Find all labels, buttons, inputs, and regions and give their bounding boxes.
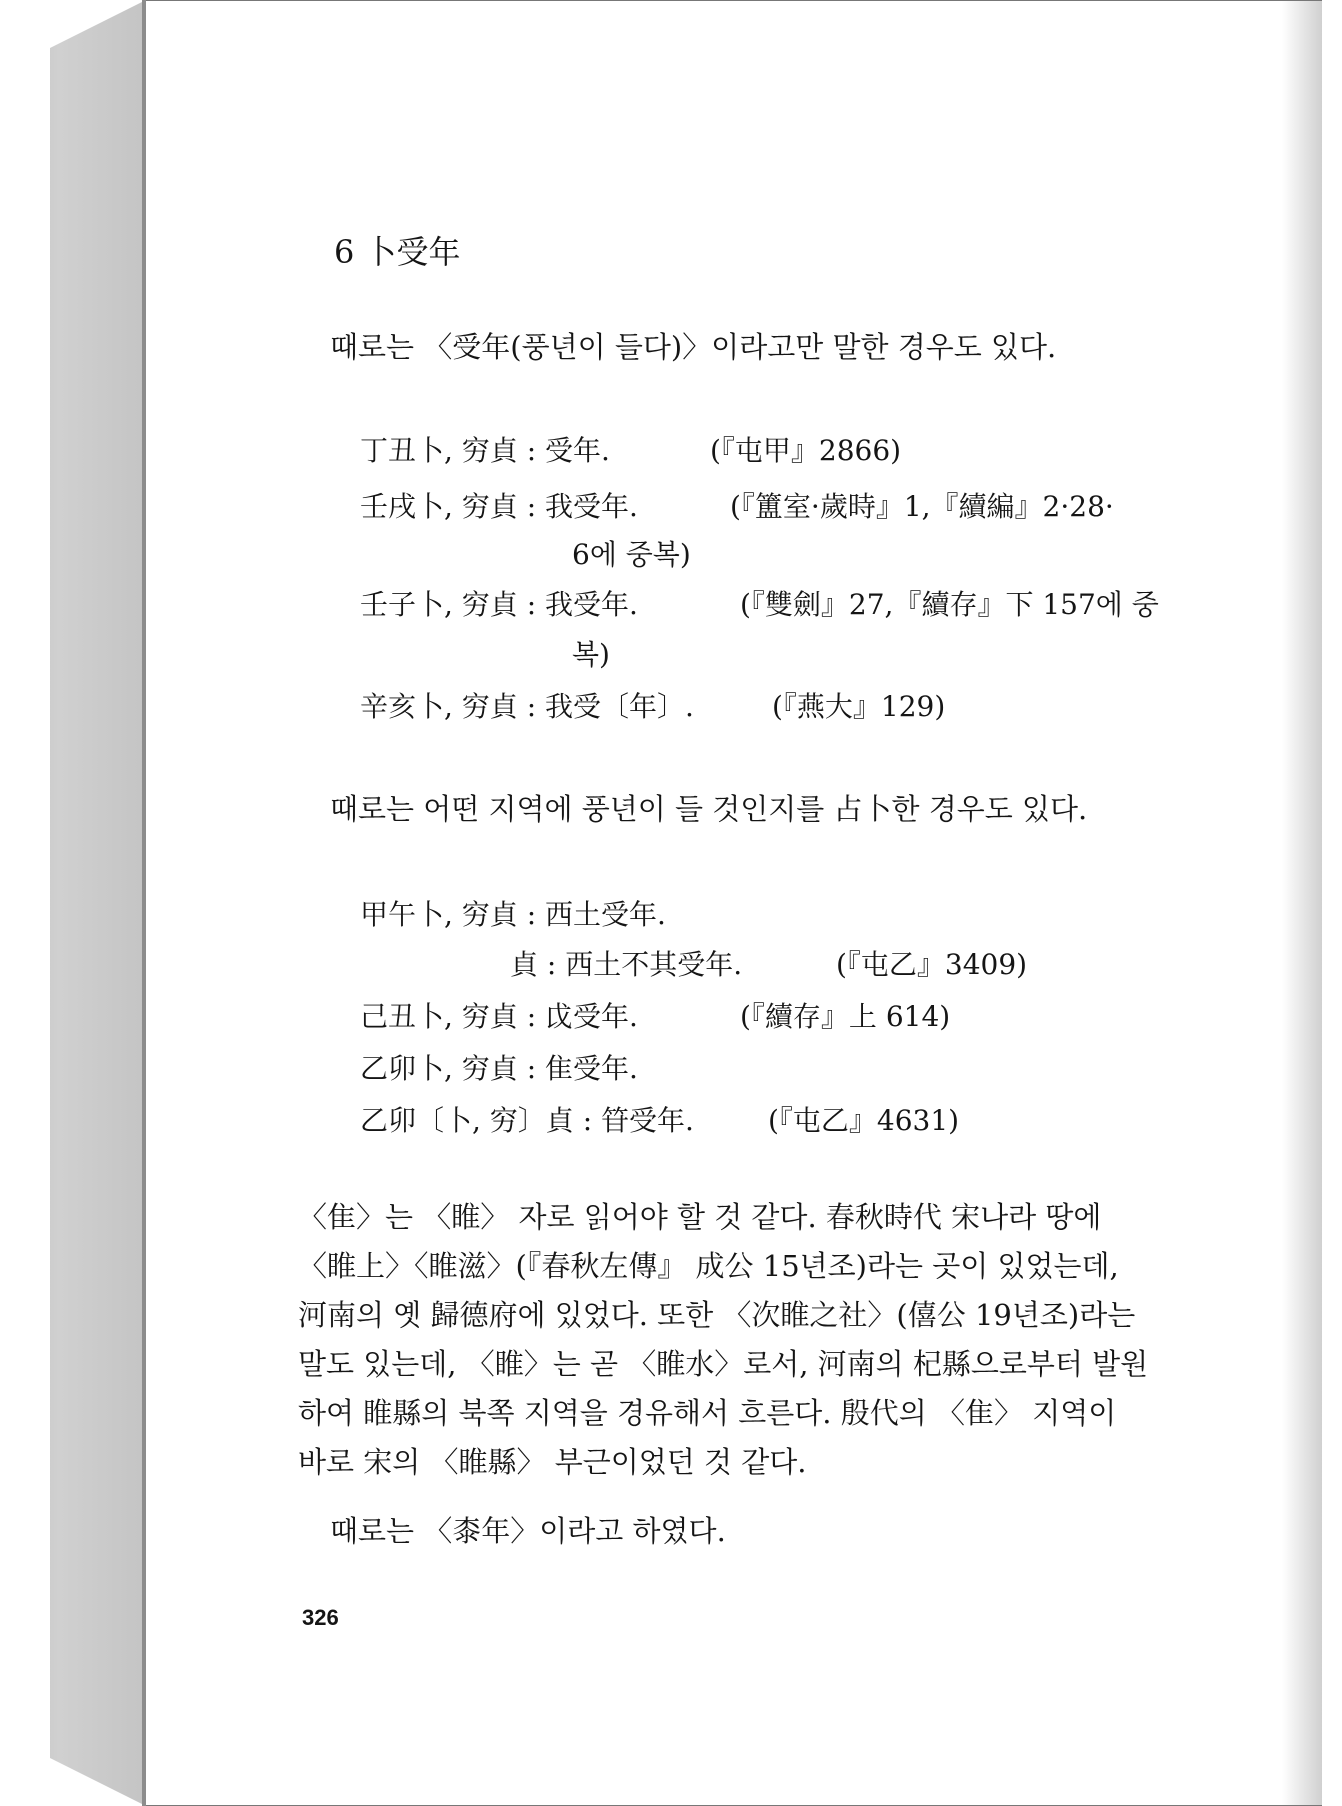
example-line: 丁丑卜, 穷貞 : 受年. — [360, 434, 610, 467]
body-line: 河南의 옛 歸德府에 있었다. 또한 〈次睢之社〉(僖公 19년조)라는 — [298, 1298, 1136, 1332]
example-line: 壬子卜, 穷貞 : 我受年. — [360, 588, 638, 621]
page-shadow — [1282, 1, 1322, 1805]
example-ref-wrap: 6에 중복) — [572, 538, 691, 571]
example-line: 己丑卜, 穷貞 : 戉受年. — [360, 1000, 638, 1033]
body-line: 〈隹〉는 〈睢〉 자로 읽어야 할 것 같다. 春秋時代 宋나라 땅에 — [298, 1200, 1102, 1234]
closing-paragraph: 때로는 〈桼年〉이라고 하였다. — [330, 1514, 726, 1548]
example-line: 壬戌卜, 穷貞 : 我受年. — [360, 490, 638, 523]
body-line: 〈睢上〉〈睢滋〉(『春秋左傳』 成公 15년조)라는 곳이 있었는데, — [298, 1249, 1119, 1283]
example-ref: (『雙劍』27,『續存』下 157에 중 — [740, 588, 1159, 621]
example-line: 貞 : 西土不其受年. — [510, 948, 743, 981]
book-page — [146, 0, 1322, 1806]
body-line: 말도 있는데, 〈睢〉는 곧 〈睢水〉로서, 河南의 杞縣으로부터 발원 — [298, 1347, 1149, 1381]
book-spine — [0, 0, 146, 1806]
example-ref: (『屯甲』2866) — [710, 434, 902, 467]
body-line: 바로 宋의 〈睢縣〉 부근이었던 것 같다. — [298, 1445, 807, 1479]
example-ref: (『屯乙』3409) — [836, 948, 1028, 981]
intro-paragraph-1: 때로는 〈受年(풍년이 들다)〉이라고만 말한 경우도 있다. — [330, 330, 1057, 364]
example-ref: (『簠室·歲時』1,『續編』2·28· — [730, 490, 1114, 523]
example-line: 辛亥卜, 穷貞 : 我受〔年〕. — [360, 690, 694, 723]
page-number: 326 — [302, 1605, 339, 1630]
body-paragraph — [298, 1193, 1210, 1487]
example-line: 乙卯卜, 穷貞 : 隹受年. — [360, 1052, 638, 1085]
example-ref: (『續存』上 614) — [740, 1000, 951, 1033]
intro-paragraph-2: 때로는 어떤 지역에 풍년이 들 것인지를 占卜한 경우도 있다. — [330, 792, 1088, 826]
body-line: 하여 睢縣의 북쪽 지역을 경유해서 흐른다. 殷代의 〈隹〉 지역이 — [298, 1396, 1117, 1430]
example-ref-wrap: 복) — [572, 638, 610, 671]
section-heading: 6 卜受年 — [334, 233, 461, 271]
example-ref: (『屯乙』4631) — [768, 1104, 960, 1137]
example-line: 乙卯〔卜, 穷〕貞 : 䇞受年. — [360, 1104, 694, 1137]
example-ref: (『燕大』129) — [772, 690, 946, 723]
example-line: 甲午卜, 穷貞 : 西土受年. — [360, 898, 666, 931]
